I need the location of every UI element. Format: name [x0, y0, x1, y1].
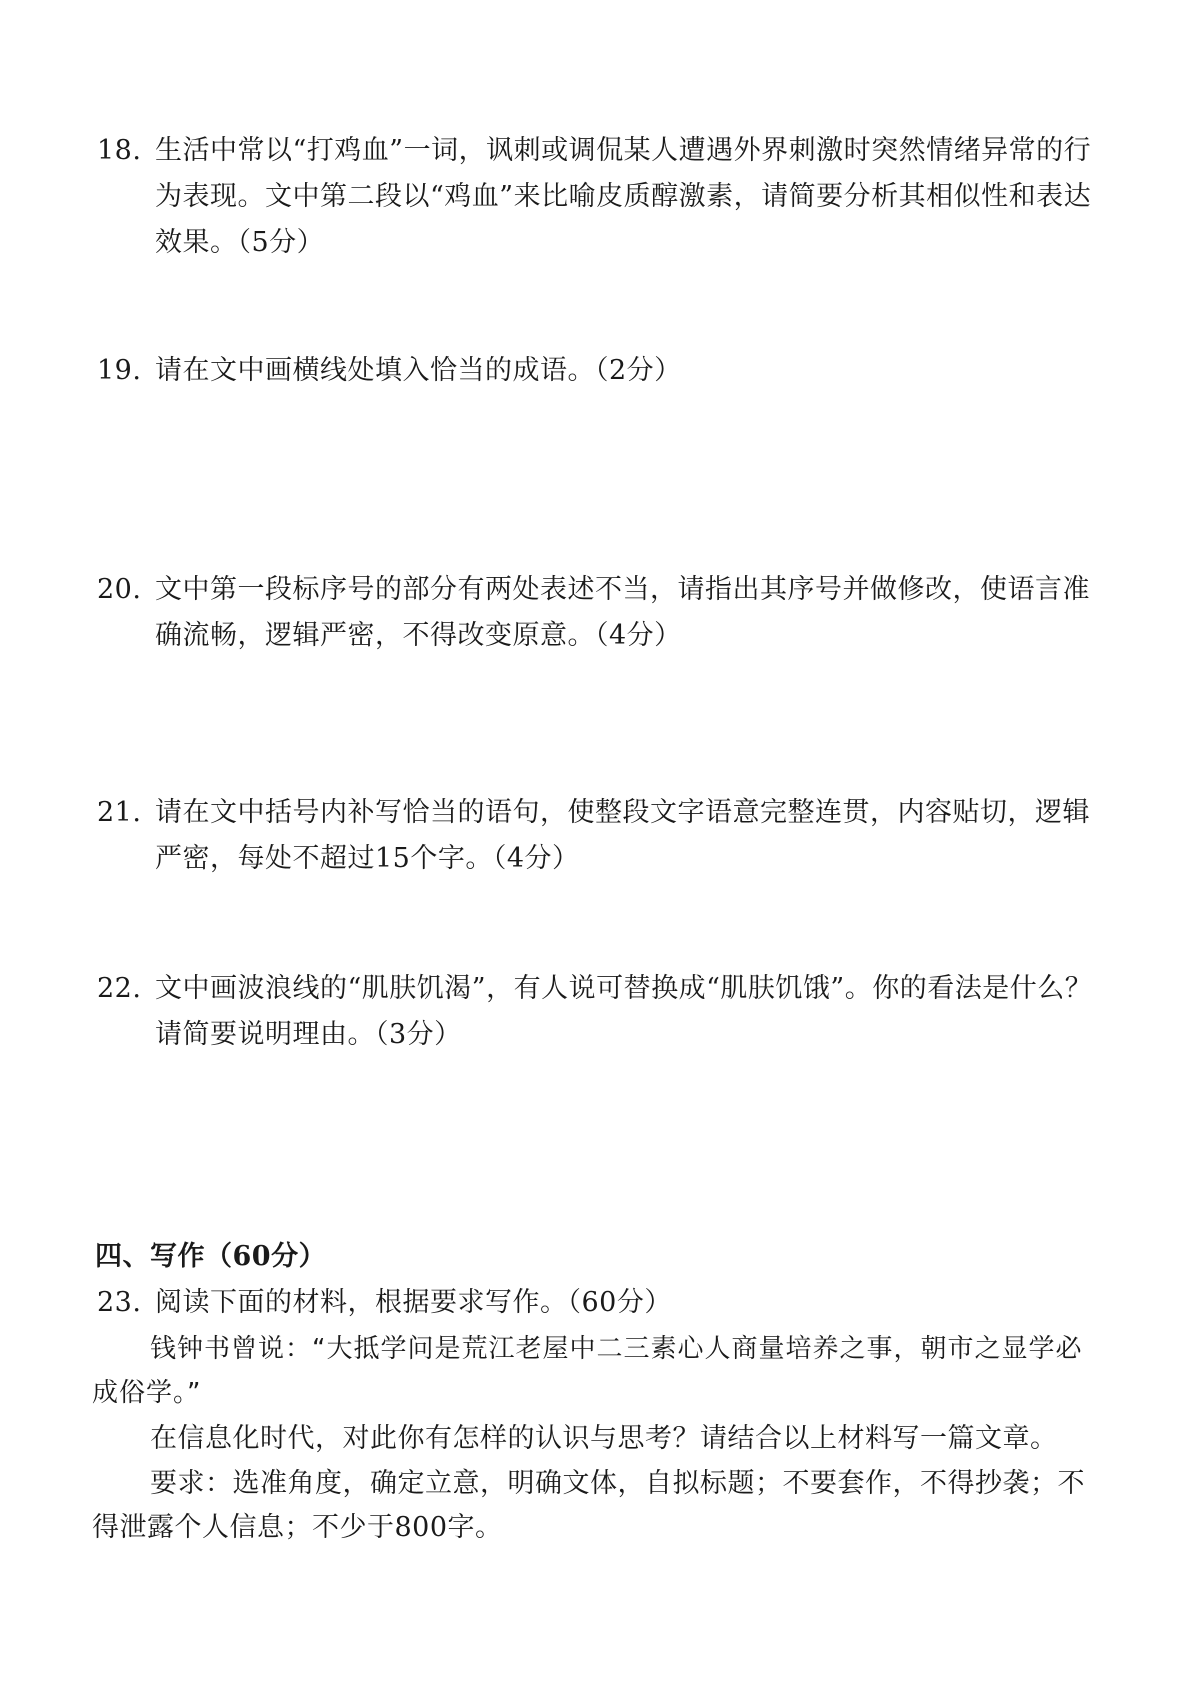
question-text: 请在文中括号内补写恰当的语句，使整段文字语意完整连贯，内容贴切，逻辑严密，每处不超过15个字。（4分）	[155, 797, 1090, 874]
question-number: 23.	[97, 1287, 142, 1318]
question-text: 生活中常以“打鸡血”一词，讽刺或调侃某人遭遇外界刺激时突然情绪异常的行为表现。文中第二段以“鸡血”来比喻皮质醇激素，请简要分析其相似性和表达效果。（5分）	[155, 135, 1092, 258]
question-text: 阅读下面的材料，根据要求写作。（60分）	[155, 1287, 672, 1318]
question-text: 文中画波浪线的“肌肤饥渴”，有人说可替换成“肌肤饥饿”。你的看法是什么？请简要说明理由。（3分）	[155, 973, 1093, 1050]
question-19	[97, 348, 1107, 394]
question-number: 19.	[97, 355, 142, 386]
writing-requirements: 要求：选准角度，确定立意，明确文体，自拟标题；不要套作，不得抄袭；不得泄露个人信息；不少于800字。	[92, 1468, 1085, 1543]
question-22	[97, 966, 1107, 1058]
question-number: 22.	[97, 973, 142, 1004]
section-heading-writing: 四、写作（60分）	[95, 1241, 327, 1272]
question-number: 18.	[97, 135, 142, 166]
question-number: 20.	[97, 574, 142, 605]
writing-task: 在信息化时代，对此你有怎样的认识与思考？请结合以上材料写一篇文章。	[150, 1423, 1058, 1454]
question-18	[97, 128, 1107, 266]
question-23	[97, 1283, 1107, 1323]
question-21	[97, 790, 1107, 882]
writing-material-quote: 钱钟书曾说：“大抵学问是荒江老屋中二三素心人商量培养之事，朝市之显学必成俗学。”	[92, 1334, 1083, 1408]
question-text: 文中第一段标序号的部分有两处表述不当，请指出其序号并做修改，使语言准确流畅，逻辑严密，不得改变原意。（4分）	[155, 574, 1090, 651]
question-text: 请在文中画横线处填入恰当的成语。（2分）	[155, 355, 682, 386]
question-20	[97, 567, 1107, 659]
question-number: 21.	[97, 797, 142, 828]
